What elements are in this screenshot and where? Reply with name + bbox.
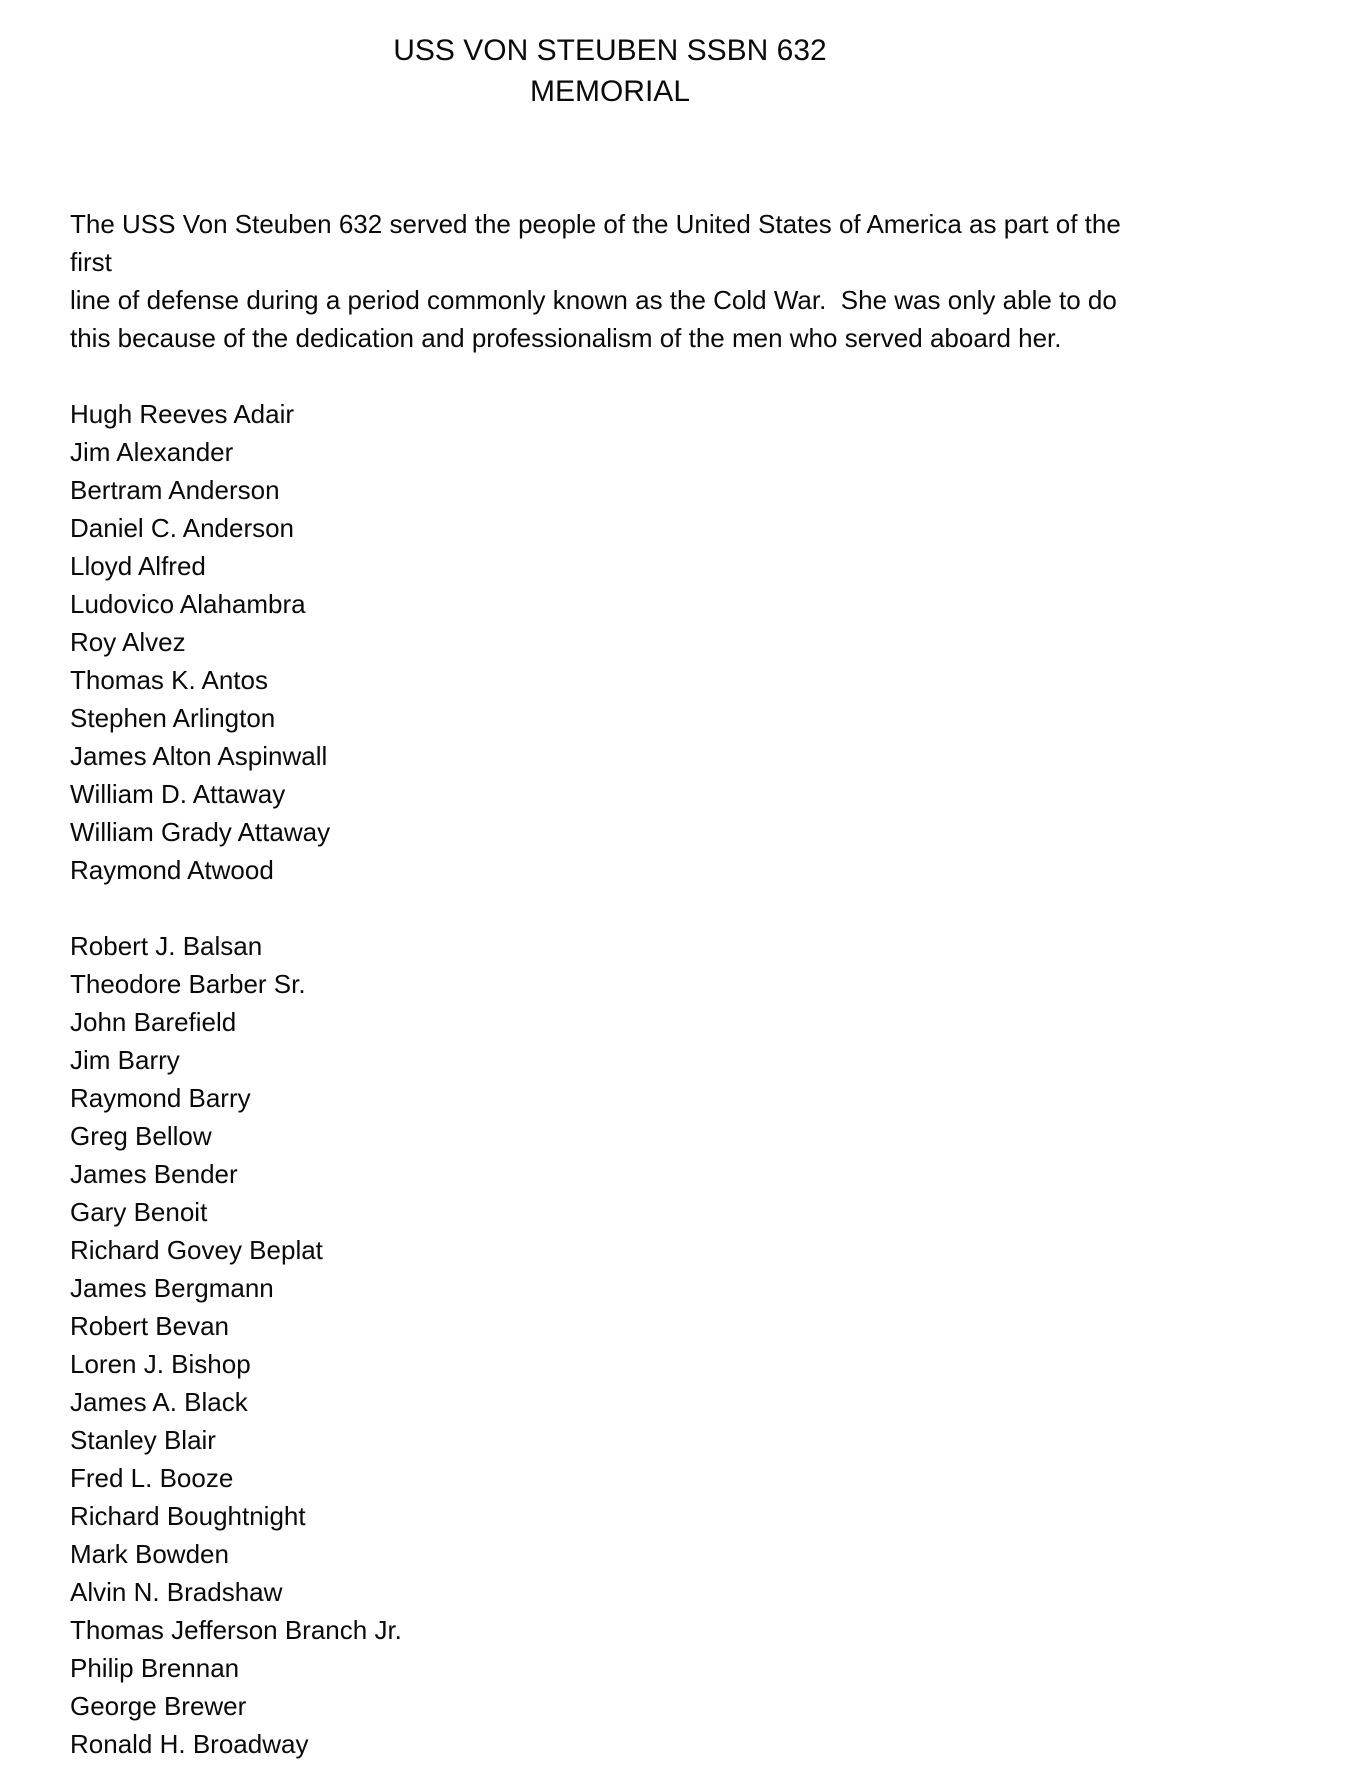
memorial-name: Ludovico Alahambra xyxy=(70,589,306,619)
intro-paragraph xyxy=(70,205,1150,357)
intro-line: The USS Von Steuben 632 served the people of the United States of America as part of the first xyxy=(70,209,1129,277)
memorial-name: Bertram Anderson xyxy=(70,475,280,505)
document-content xyxy=(70,0,1150,1763)
memorial-name: Lloyd Alfred xyxy=(70,551,206,581)
memorial-name: William D. Attaway xyxy=(70,779,286,809)
intro-line: this because of the dedication and professionalism of the men who served aboard her. xyxy=(70,323,1062,353)
memorial-name: Hugh Reeves Adair xyxy=(70,399,295,429)
memorial-name: Fred L. Booze xyxy=(70,1463,234,1493)
memorial-name: Richard Govey Beplat xyxy=(70,1235,323,1265)
document-title-line2: MEMORIAL xyxy=(529,75,691,108)
name-group xyxy=(70,395,1150,889)
memorial-name: Robert Bevan xyxy=(70,1311,229,1341)
memorial-name: Stephen Arlington xyxy=(70,703,276,733)
memorial-name: Alvin N. Bradshaw xyxy=(70,1577,283,1607)
memorial-name: Gary Benoit xyxy=(70,1197,208,1227)
memorial-name: Jim Alexander xyxy=(70,437,234,467)
memorial-name: James Alton Aspinwall xyxy=(70,741,328,771)
memorial-name: Raymond Barry xyxy=(70,1083,251,1113)
memorial-name: James A. Black xyxy=(70,1387,248,1417)
memorial-name: Raymond Atwood xyxy=(70,855,274,885)
memorial-name: Mark Bowden xyxy=(70,1539,229,1569)
memorial-name: Richard Boughtnight xyxy=(70,1501,306,1531)
memorial-name: John Barefield xyxy=(70,1007,237,1037)
memorial-name: James Bergmann xyxy=(70,1273,274,1303)
memorial-name: Ronald H. Broadway xyxy=(70,1729,309,1759)
memorial-name: Theodore Barber Sr. xyxy=(70,969,306,999)
name-group xyxy=(70,927,1150,1763)
memorial-name: Robert J. Balsan xyxy=(70,931,263,961)
memorial-name: Thomas Jefferson Branch Jr. xyxy=(70,1615,402,1645)
memorial-name: Greg Bellow xyxy=(70,1121,212,1151)
document-title xyxy=(70,30,1150,112)
memorial-name: James Bender xyxy=(70,1159,238,1189)
memorial-name: Stanley Blair xyxy=(70,1425,216,1455)
memorial-name: Roy Alvez xyxy=(70,627,186,657)
document-title-line1: USS VON STEUBEN SSBN 632 xyxy=(393,34,827,67)
memorial-name: George Brewer xyxy=(70,1691,247,1721)
memorial-name: Philip Brennan xyxy=(70,1653,240,1683)
memorial-names-list xyxy=(70,395,1150,1763)
memorial-name: Jim Barry xyxy=(70,1045,180,1075)
intro-line: line of defense during a period commonly known as the Cold War. She was only able to do xyxy=(70,285,1117,315)
memorial-name: Thomas K. Antos xyxy=(70,665,268,695)
memorial-name: William Grady Attaway xyxy=(70,817,331,847)
memorial-name: Loren J. Bishop xyxy=(70,1349,251,1379)
memorial-name: Daniel C. Anderson xyxy=(70,513,295,543)
